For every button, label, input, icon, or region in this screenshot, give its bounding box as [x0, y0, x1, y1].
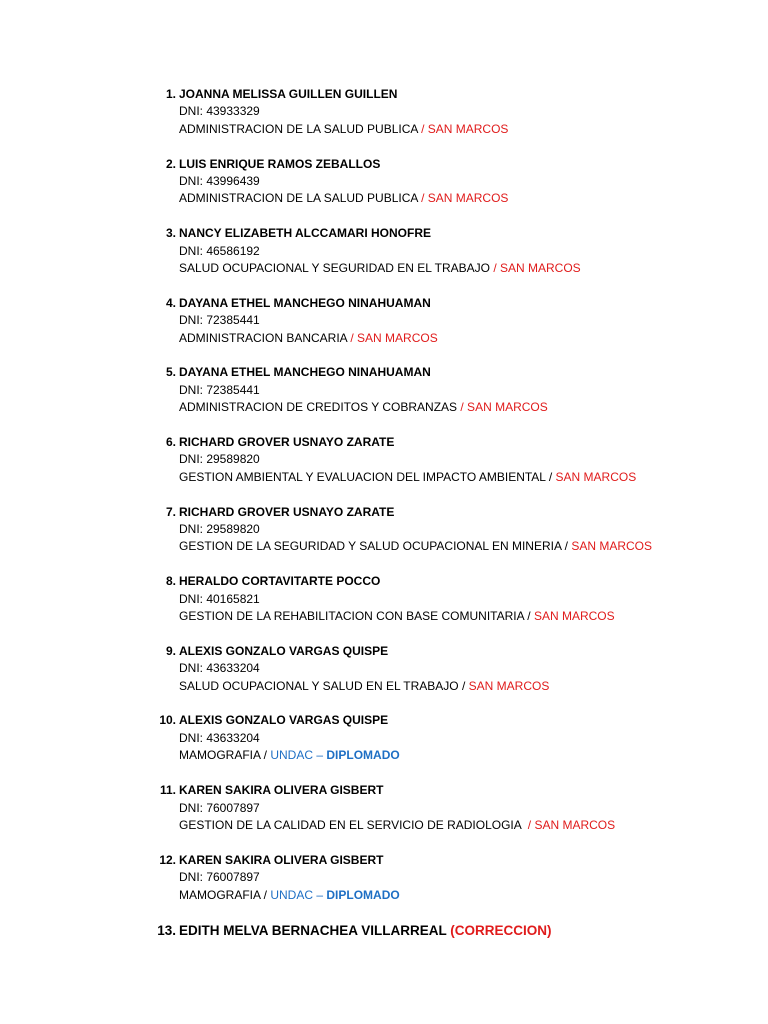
course-line: [179, 399, 750, 416]
course-name: SALUD OCUPACIONAL Y SALUD EN EL TRABAJO /: [179, 678, 469, 693]
item-number: 11.: [159, 783, 176, 798]
institution: / SAN MARCOS: [421, 121, 509, 136]
course-line: [179, 190, 750, 207]
institution: / SAN MARCOS: [493, 261, 581, 276]
course-line: [179, 538, 750, 555]
list-item: [150, 86, 750, 138]
dni-line: DNI: 76007897: [179, 870, 260, 885]
list-item: [150, 782, 750, 834]
course-name: ADMINISTRACION DE CREDITOS Y COBRANZAS: [179, 400, 461, 415]
list-item: [150, 712, 750, 764]
person-name: NANCY ELIZABETH ALCCAMARI HONOFRE: [179, 226, 431, 241]
person-name: KAREN SAKIRA OLIVERA GISBERT: [179, 852, 384, 867]
list-item: [150, 364, 750, 416]
course-line: [179, 887, 750, 904]
institution: SAN MARCOS: [571, 539, 653, 554]
item-number: 4.: [165, 295, 176, 310]
dni-line: DNI: 43633204: [179, 730, 260, 745]
person-name: [179, 921, 750, 941]
institution: SAN MARCOS: [468, 678, 550, 693]
list-item: [150, 852, 750, 904]
course-name: GESTION AMBIENTAL Y EVALUACION DEL IMPACTO AMBIENTAL /: [179, 469, 556, 484]
course-line: [179, 817, 750, 834]
dni-line: DNI: 43633204: [179, 661, 260, 676]
person-name: LUIS ENRIQUE RAMOS ZEBALLOS: [179, 156, 381, 171]
dni-line: DNI: 72385441: [179, 382, 260, 397]
institution: / SAN MARCOS: [527, 817, 616, 832]
course-line: [179, 678, 750, 695]
item-number: 12.: [159, 852, 176, 867]
entry-list: [150, 86, 750, 959]
course-line: [179, 121, 750, 138]
list-item: [150, 156, 750, 208]
dni-line: DNI: 29589820: [179, 522, 260, 537]
person-name: ALEXIS GONZALO VARGAS QUISPE: [179, 713, 389, 728]
course-name: GESTION DE LA CALIDAD EN EL SERVICIO DE RADIOLOGIA: [179, 817, 528, 832]
item-number: 8.: [165, 574, 176, 589]
item-number: 6.: [165, 435, 176, 450]
course-name: GESTION DE LA REHABILITACION CON BASE COMUNITARIA /: [179, 609, 534, 624]
dni-line: DNI: 46586192: [179, 243, 260, 258]
item-number: 2.: [165, 156, 176, 171]
list-item: [150, 504, 750, 556]
person-name: ALEXIS GONZALO VARGAS QUISPE: [179, 643, 389, 658]
person-name-text: EDITH MELVA BERNACHEA VILLARREAL: [179, 923, 451, 939]
course-name: ADMINISTRACION BANCARIA: [179, 330, 351, 345]
person-name: RICHARD GROVER USNAYO ZARATE: [179, 504, 395, 519]
institution: / SAN MARCOS: [350, 330, 438, 345]
person-name: DAYANA ETHEL MANCHEGO NINAHUAMAN: [179, 365, 431, 380]
person-name: DAYANA ETHEL MANCHEGO NINAHUAMAN: [179, 295, 431, 310]
institution: UNDAC –: [270, 748, 327, 763]
course-name: GESTION DE LA SEGURIDAD Y SALUD OCUPACIONAL EN MINERIA /: [179, 539, 572, 554]
institution: UNDAC –: [270, 887, 327, 902]
list-item: [150, 295, 750, 347]
item-number: 5.: [165, 365, 176, 380]
course-line: [179, 330, 750, 347]
list-item: [150, 573, 750, 625]
correction-note: (CORRECCION): [450, 923, 552, 939]
course-name: SALUD OCUPACIONAL Y SEGURIDAD EN EL TRABAJO: [179, 261, 494, 276]
item-number: 1.: [165, 87, 176, 101]
person-name: RICHARD GROVER USNAYO ZARATE: [179, 435, 395, 450]
list-item-last: [150, 921, 750, 941]
course-name: MAMOGRAFIA /: [179, 887, 271, 902]
dni-line: DNI: 43996439: [179, 174, 260, 189]
dni-line: DNI: 40165821: [179, 591, 260, 606]
course-line: [179, 747, 750, 764]
person-name: JOANNA MELISSA GUILLEN GUILLEN: [179, 87, 398, 101]
list-item: [150, 434, 750, 486]
program-type: DIPLOMADO: [326, 748, 400, 763]
dni-line: DNI: 43933329: [179, 104, 260, 119]
program-type: DIPLOMADO: [326, 887, 400, 902]
list-item: [150, 225, 750, 277]
dni-line: DNI: 76007897: [179, 800, 260, 815]
institution: SAN MARCOS: [533, 609, 615, 624]
item-number: 3.: [165, 226, 176, 241]
item-number: 9.: [165, 643, 176, 658]
list-item: [150, 643, 750, 695]
item-number: 7.: [165, 504, 176, 519]
course-name: ADMINISTRACION DE LA SALUD PUBLICA: [179, 121, 422, 136]
course-line: [179, 608, 750, 625]
institution: / SAN MARCOS: [460, 400, 548, 415]
item-number: 10.: [159, 713, 176, 728]
person-name: KAREN SAKIRA OLIVERA GISBERT: [179, 783, 384, 798]
dni-line: DNI: 72385441: [179, 313, 260, 328]
course-line: [179, 260, 750, 277]
item-number: 13.: [157, 923, 176, 939]
course-name: MAMOGRAFIA /: [179, 748, 271, 763]
institution: / SAN MARCOS: [421, 191, 509, 206]
course-line: [179, 469, 750, 486]
course-name: ADMINISTRACION DE LA SALUD PUBLICA: [179, 191, 422, 206]
dni-line: DNI: 29589820: [179, 452, 260, 467]
person-name: HERALDO CORTAVITARTE POCCO: [179, 574, 381, 589]
institution: SAN MARCOS: [555, 469, 637, 484]
